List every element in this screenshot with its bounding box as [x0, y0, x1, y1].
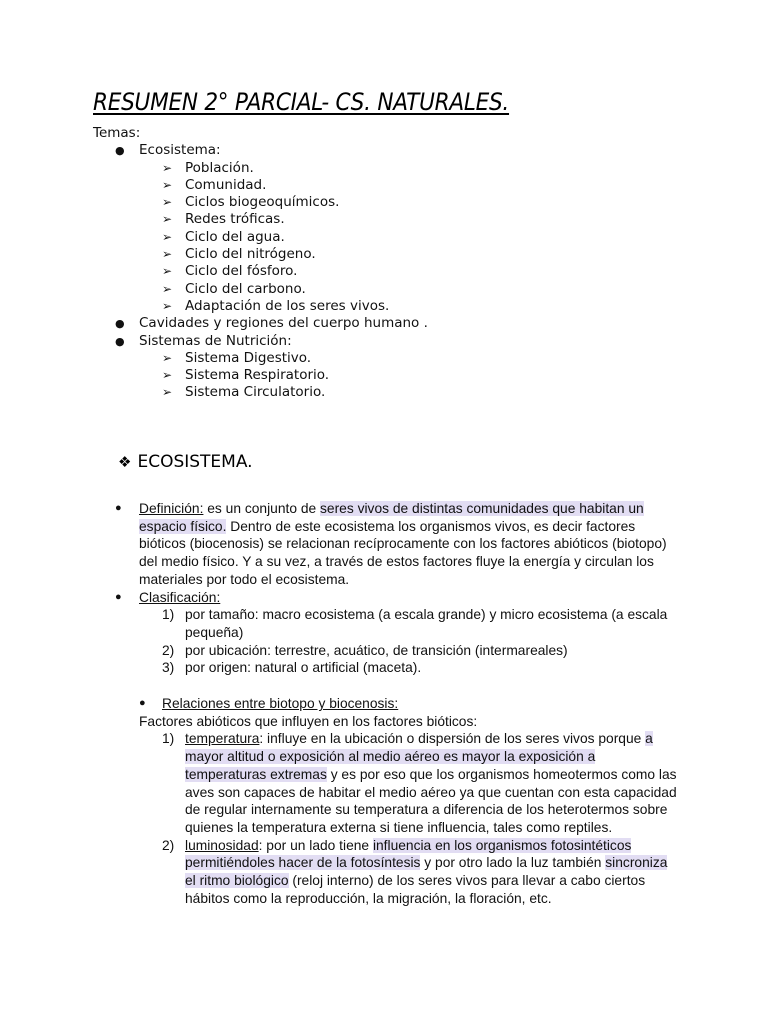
subtopic: ➢ Redes tróficas. — [162, 211, 285, 228]
arrow-bullet-icon: ➢ — [162, 298, 173, 313]
topic-cavidades: ● Cavidades y regiones del cuerpo humano . — [115, 315, 428, 332]
bullet-icon: ● — [139, 697, 146, 710]
bullet-icon: ● — [115, 144, 125, 158]
definition-paragraph: ● Definición: es un conjunto de seres vivos de distintas comunidades que habitan un espacio físico. Dentro de este ecosistema los organismos vivos, es decir factores bióticos (biocenosis) se relacionan recíprocamente con los factores abióticos (biotopo) del medio físico. Y a su vez, a través de estos factores fluye la energía y circulan los materiales por todo el ecosistema. — [115, 501, 667, 587]
subtopic: ➢ Ciclo del nitrógeno. — [162, 246, 316, 263]
temas-label: Temas: — [93, 125, 141, 141]
subtopic: ➢ Sistema Circulatorio. — [162, 384, 326, 401]
arrow-bullet-icon: ➢ — [162, 350, 173, 365]
classification-paragraph — [115, 589, 679, 607]
highlight: a mayor altitud o exposición al medio aéreo es mayor la exposición a temperaturas extremas — [185, 731, 653, 782]
section-heading: ❖ ECOSISTEMA. — [118, 452, 253, 472]
arrow-bullet-icon: ➢ — [162, 229, 173, 244]
bullet-icon: ● — [115, 334, 125, 348]
arrow-bullet-icon: ➢ — [162, 195, 173, 210]
arrow-bullet-icon: ➢ — [162, 385, 173, 400]
highlight: seres vivos de distintas comunidades que habitan un espacio físico. — [139, 501, 644, 534]
classification-label: Clasificación: — [139, 589, 221, 605]
highlight: influencia en los organismos fotosintéticos permitiéndoles hacer de la fotosíntesis — [185, 837, 632, 871]
arrow-bullet-icon: ➢ — [162, 368, 173, 383]
arrow-bullet-icon: ➢ — [162, 281, 173, 296]
factors-list — [139, 730, 679, 907]
subtopic: ➢ Ciclos biogeoquímicos. — [162, 194, 340, 211]
subtopic: ➢ Sistema Respiratorio. — [162, 367, 330, 384]
subtopic: ➢ Adaptación de los seres vivos. — [162, 297, 390, 314]
bullet-icon: ● — [115, 590, 122, 603]
arrow-bullet-icon: ➢ — [162, 160, 173, 175]
list-item-luminosidad: 2) luminosidad: por un lado tiene influencia en los organismos fotosintéticos permitiéndoles hacer de la fotosíntesis y por otro lado la luz también sincroniza el ritmo biológico (reloj interno) de los seres vivos para llevar a cabo ciertos hábitos como la reproducción, la migración, la floración, etc. — [162, 837, 668, 906]
subtopic: ➢ Sistema Digestivo. — [162, 349, 312, 366]
list-item: 3) por origen: natural o artificial (maceta). — [162, 660, 422, 676]
arrow-bullet-icon: ➢ — [162, 212, 173, 227]
list-item: 2) por ubicación: terrestre, acuático, de transición (intermareales) — [162, 642, 568, 658]
subtopic: ➢ Comunidad. — [162, 176, 267, 193]
document-title: RESUMEN 2° PARCIAL- CS. NATURALES. — [93, 88, 510, 116]
diamond-bullet-icon: ❖ — [118, 453, 132, 471]
topics-list — [93, 125, 428, 402]
topic-sistemas: ● Sistemas de Nutrición: — [115, 332, 292, 349]
bullet-icon: ● — [115, 317, 125, 331]
arrow-bullet-icon: ➢ — [162, 264, 173, 279]
arrow-bullet-icon: ➢ — [162, 177, 173, 192]
definition-label: Definición: — [139, 501, 204, 516]
list-item: 1) por tamaño: macro ecosistema (a escala grande) y micro ecosistema (a escala pequeña) — [162, 607, 668, 640]
highlight: sincroniza el ritmo biológico — [185, 855, 668, 889]
arrow-bullet-icon: ➢ — [162, 247, 173, 262]
subtopic: ➢ Ciclo del agua. — [162, 228, 285, 245]
topic-ecosistema: ● Ecosistema: — [115, 142, 221, 159]
classification-list — [139, 606, 679, 677]
section-body — [115, 500, 679, 907]
subtopic: ➢ Población. — [162, 159, 254, 176]
list-item-temperatura: 1) temperatura: influye en la ubicación o dispersión de los seres vivos porque a mayor altitud o exposición al medio aéreo es mayor la exposición a temperaturas extremas y es por eso que los organismos homeotermos como las aves son capaces de habitar el medio aéreo ya que cuentan con esta capacidad de regular internamente su temperatura a diferencia de los heterotermos sobre quienes la temperatura externa si tiene influencia, tales como reptiles. — [162, 731, 677, 835]
subtopic: ➢ Ciclo del fósforo. — [162, 263, 298, 280]
relations-intro: Factores abióticos que influyen en los factores bióticos: — [139, 713, 478, 729]
bullet-icon: ● — [115, 502, 122, 514]
subtopic: ➢ Ciclo del carbono. — [162, 280, 306, 297]
relations-heading: ● Relaciones entre biotopo y biocenosis: — [139, 696, 399, 712]
